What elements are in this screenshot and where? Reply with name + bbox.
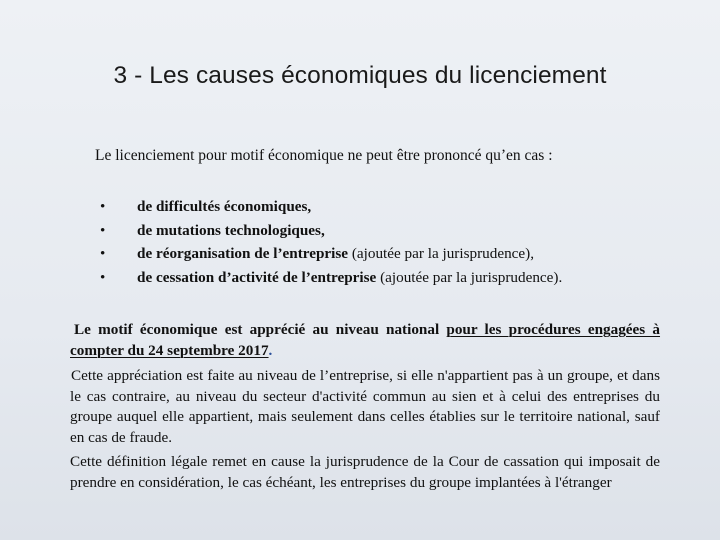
list-item (100, 221, 562, 245)
bullet-icon: • (100, 269, 106, 287)
list-item (100, 268, 562, 292)
intro-text: Le licenciement pour motif économique ne peut être prononcé qu’en cas : (95, 147, 553, 164)
cause-list (100, 197, 562, 292)
bullet-icon: • (100, 245, 106, 263)
list-item (100, 197, 562, 221)
bullet-icon: • (100, 221, 106, 239)
list-item-text: de difficultés économiques, (137, 198, 312, 215)
list-item-note: (ajoutée par la jurisprudence). (376, 269, 563, 287)
list-item-note: (ajoutée par la jurisprudence), (348, 245, 535, 263)
paragraph-text: Le motif économique est apprécié au niveau national (74, 321, 447, 338)
national-scope-paragraph (70, 320, 660, 361)
list-item-bold: de réorganisation de l’entreprise (137, 245, 349, 263)
paragraph-end-dot: . (268, 341, 273, 359)
list-item (100, 244, 562, 268)
list-item-bold: de cessation d’activité de l’entreprise (137, 269, 377, 287)
underlined-date-text: pour les procédures engagées à compter du 24 septembre 2017 (70, 321, 661, 359)
definition-paragraph: Cette définition légale remet en cause la jurisprudence de la Cour de cassation qui imposait de prendre en considération, le cas échéant, les entreprises du groupe implantées à l'étranger (70, 453, 660, 491)
list-item-text (137, 268, 562, 292)
list-item-text (137, 244, 534, 268)
bullet-icon: • (100, 198, 106, 215)
list-item-text: de mutations technologiques, (137, 221, 325, 239)
slide-title: 3 - Les causes économiques du licenciement (113, 62, 607, 89)
appreciation-paragraph: Cette appréciation est faite au niveau de l’entreprise, si elle n'appartient pas à un groupe, et dans le cas contraire, au niveau du secteur d'activité commun au sien et à celui des entreprises du groupe auquel elle appartient, mais seulement dans celles établies sur le territoire national, sauf en cas de fraude. (70, 367, 660, 446)
